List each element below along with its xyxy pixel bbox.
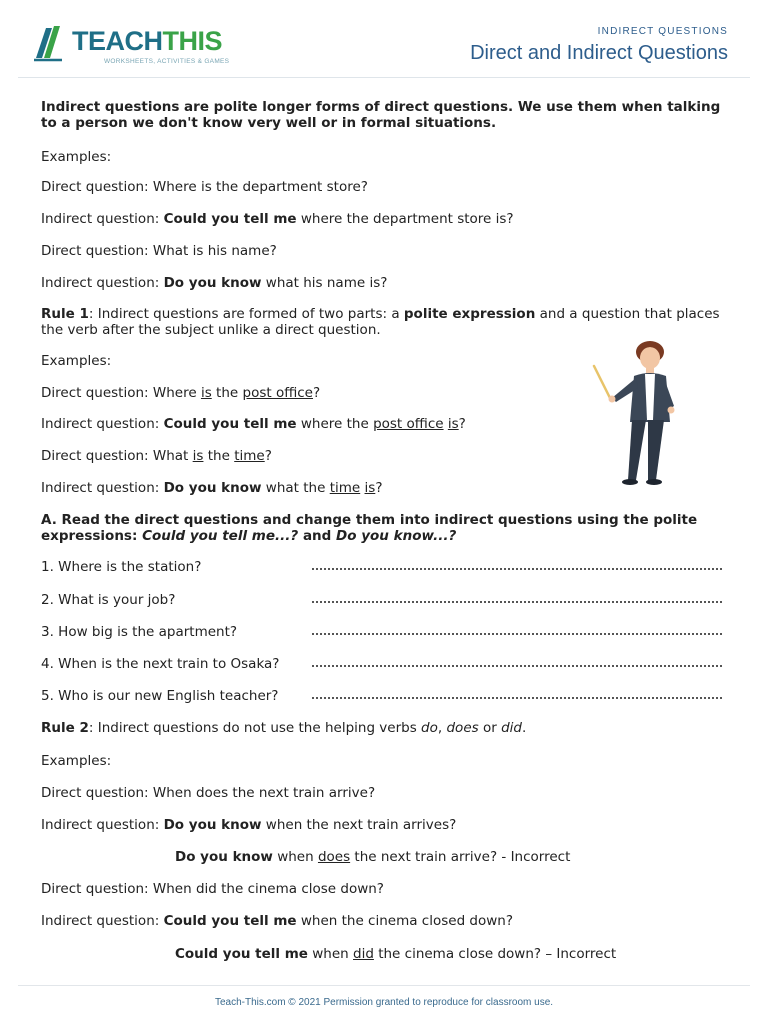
underlined-word: post office [242, 385, 313, 401]
text: the [211, 385, 243, 401]
indirect-label: Indirect question: [41, 211, 160, 227]
book-logo-icon [32, 22, 66, 62]
rule-text: . [521, 720, 527, 736]
helping-verb: did [501, 720, 522, 736]
direct-label: Direct question: [41, 385, 149, 401]
example-direct-4 [41, 448, 272, 464]
exercise-question-4: 4. When is the next train to Osaka? [41, 656, 280, 672]
instruction-text: and [298, 528, 337, 544]
header-kicker: INDIRECT QUESTIONS [597, 26, 728, 37]
helping-verb: do [421, 720, 438, 736]
indirect-label: Indirect question: [41, 817, 160, 833]
incorrect-example-1 [175, 849, 570, 865]
instruction-expression: Do you know...? [336, 528, 457, 544]
example-direct-2 [41, 243, 277, 259]
rule-1 [41, 306, 727, 338]
exercise-instructions [41, 512, 727, 544]
text: the next train arrive? - Incorrect [350, 849, 571, 865]
brand-teach: TEACH [72, 26, 163, 56]
exercise-question-2: 2. What is your job? [41, 592, 176, 608]
instruction-text: A. Read the direct questions and change them into indirect questions using the polite expressions: [41, 512, 698, 544]
polite-expression: Could you tell me [163, 913, 297, 929]
text: the [203, 448, 235, 464]
answer-line-2[interactable] [312, 600, 722, 603]
underlined-word: did [353, 946, 374, 962]
answer-line-1[interactable] [312, 567, 722, 570]
example-indirect-3 [41, 416, 466, 432]
examples-label: Examples: [41, 753, 112, 769]
rule-text: : Indirect questions are formed of two parts: a [88, 306, 404, 322]
text: when [272, 849, 318, 865]
example-indirect-5 [41, 817, 456, 833]
example-direct-3 [41, 385, 320, 401]
direct-label: Direct question: [41, 448, 149, 464]
rule-2 [41, 720, 526, 736]
indirect-label: Indirect question: [41, 275, 160, 291]
polite-expression: Could you tell me [175, 946, 308, 962]
example-direct-6 [41, 881, 384, 897]
rule-text: and a question that places the verb after the subject unlike a direct question. [41, 306, 720, 338]
indirect-label: Indirect question: [41, 416, 160, 432]
polite-expression: Could you tell me [163, 416, 297, 432]
rule-label: Rule 1 [41, 306, 89, 322]
exercise-question-5: 5. Who is our new English teacher? [41, 688, 279, 704]
answer-line-3[interactable] [312, 632, 722, 635]
answer-line-4[interactable] [312, 664, 722, 667]
example-indirect-1 [41, 211, 514, 227]
underlined-word: time [234, 448, 265, 464]
text: Where [148, 385, 201, 401]
example-direct-5 [41, 785, 375, 801]
example-indirect-2 [41, 275, 387, 291]
rule-text: : Indirect questions do not use the helping verbs [88, 720, 422, 736]
page-title: Direct and Indirect Questions [470, 42, 728, 64]
rule-text: or [478, 720, 502, 736]
examples-label: Examples: [41, 149, 112, 165]
text: What [148, 448, 193, 464]
text: where the [296, 416, 374, 432]
text: when [307, 946, 354, 962]
underlined-word: is [200, 385, 212, 401]
footer-copyright: Teach-This.com © 2021 Permission granted to reproduce for classroom use. [214, 997, 554, 1008]
indirect-label: Indirect question: [41, 913, 160, 929]
indirect-label: Indirect question: [41, 480, 160, 496]
indirect-text: where the department store is? [296, 211, 514, 227]
exercise-question-1: 1. Where is the station? [41, 559, 202, 575]
underlined-word: is [192, 448, 204, 464]
polite-expression: Do you know [163, 480, 262, 496]
indirect-text: when the cinema closed down? [296, 913, 514, 929]
teacher-illustration [590, 340, 690, 490]
text: ? [458, 416, 466, 432]
rule-bold: polite expression [403, 306, 536, 322]
example-indirect-4 [41, 480, 382, 496]
instruction-expression: Could you tell me...? [142, 528, 299, 544]
direct-text: When did the cinema close down? [148, 881, 384, 897]
teach-this-logo [32, 22, 232, 68]
direct-text: What is his name? [148, 243, 277, 259]
answer-line-5[interactable] [312, 696, 722, 699]
exercise-question-3: 3. How big is the apartment? [41, 624, 238, 640]
brand-name [72, 26, 222, 57]
direct-label: Direct question: [41, 881, 149, 897]
polite-expression: Do you know [163, 275, 262, 291]
polite-expression: Do you know [175, 849, 273, 865]
text: ? [313, 385, 321, 401]
direct-text: Where is the department store? [148, 179, 368, 195]
intro-paragraph: Indirect questions are polite longer forms of direct questions. We use them when talking to a person we don't know very well or in formal situations. [41, 99, 721, 131]
polite-expression: Could you tell me [163, 211, 297, 227]
direct-label: Direct question: [41, 785, 149, 801]
text: ? [375, 480, 383, 496]
direct-text: When does the next train arrive? [148, 785, 376, 801]
rule-label: Rule 2 [41, 720, 89, 736]
incorrect-example-2 [175, 946, 616, 962]
header-divider [18, 77, 750, 78]
example-indirect-6 [41, 913, 513, 929]
direct-label: Direct question: [41, 243, 149, 259]
underlined-word: is [364, 480, 376, 496]
polite-expression: Do you know [163, 817, 262, 833]
direct-label: Direct question: [41, 179, 149, 195]
brand-tagline: WORKSHEETS, ACTIVITIES & GAMES [104, 58, 230, 65]
footer-divider [18, 985, 750, 986]
underlined-word: post office [373, 416, 444, 432]
helping-verb: does [446, 720, 479, 736]
text: what the [261, 480, 330, 496]
underlined-word: does [317, 849, 351, 865]
underlined-word: is [447, 416, 459, 432]
examples-label: Examples: [41, 353, 112, 369]
text: the cinema close down? – Incorrect [373, 946, 617, 962]
rule-text: , [437, 720, 447, 736]
indirect-text: what his name is? [261, 275, 388, 291]
underlined-word: time [329, 480, 361, 496]
brand-this: THIS [162, 26, 223, 56]
text: ? [264, 448, 272, 464]
indirect-text: when the next train arrives? [261, 817, 457, 833]
example-direct-1 [41, 179, 368, 195]
